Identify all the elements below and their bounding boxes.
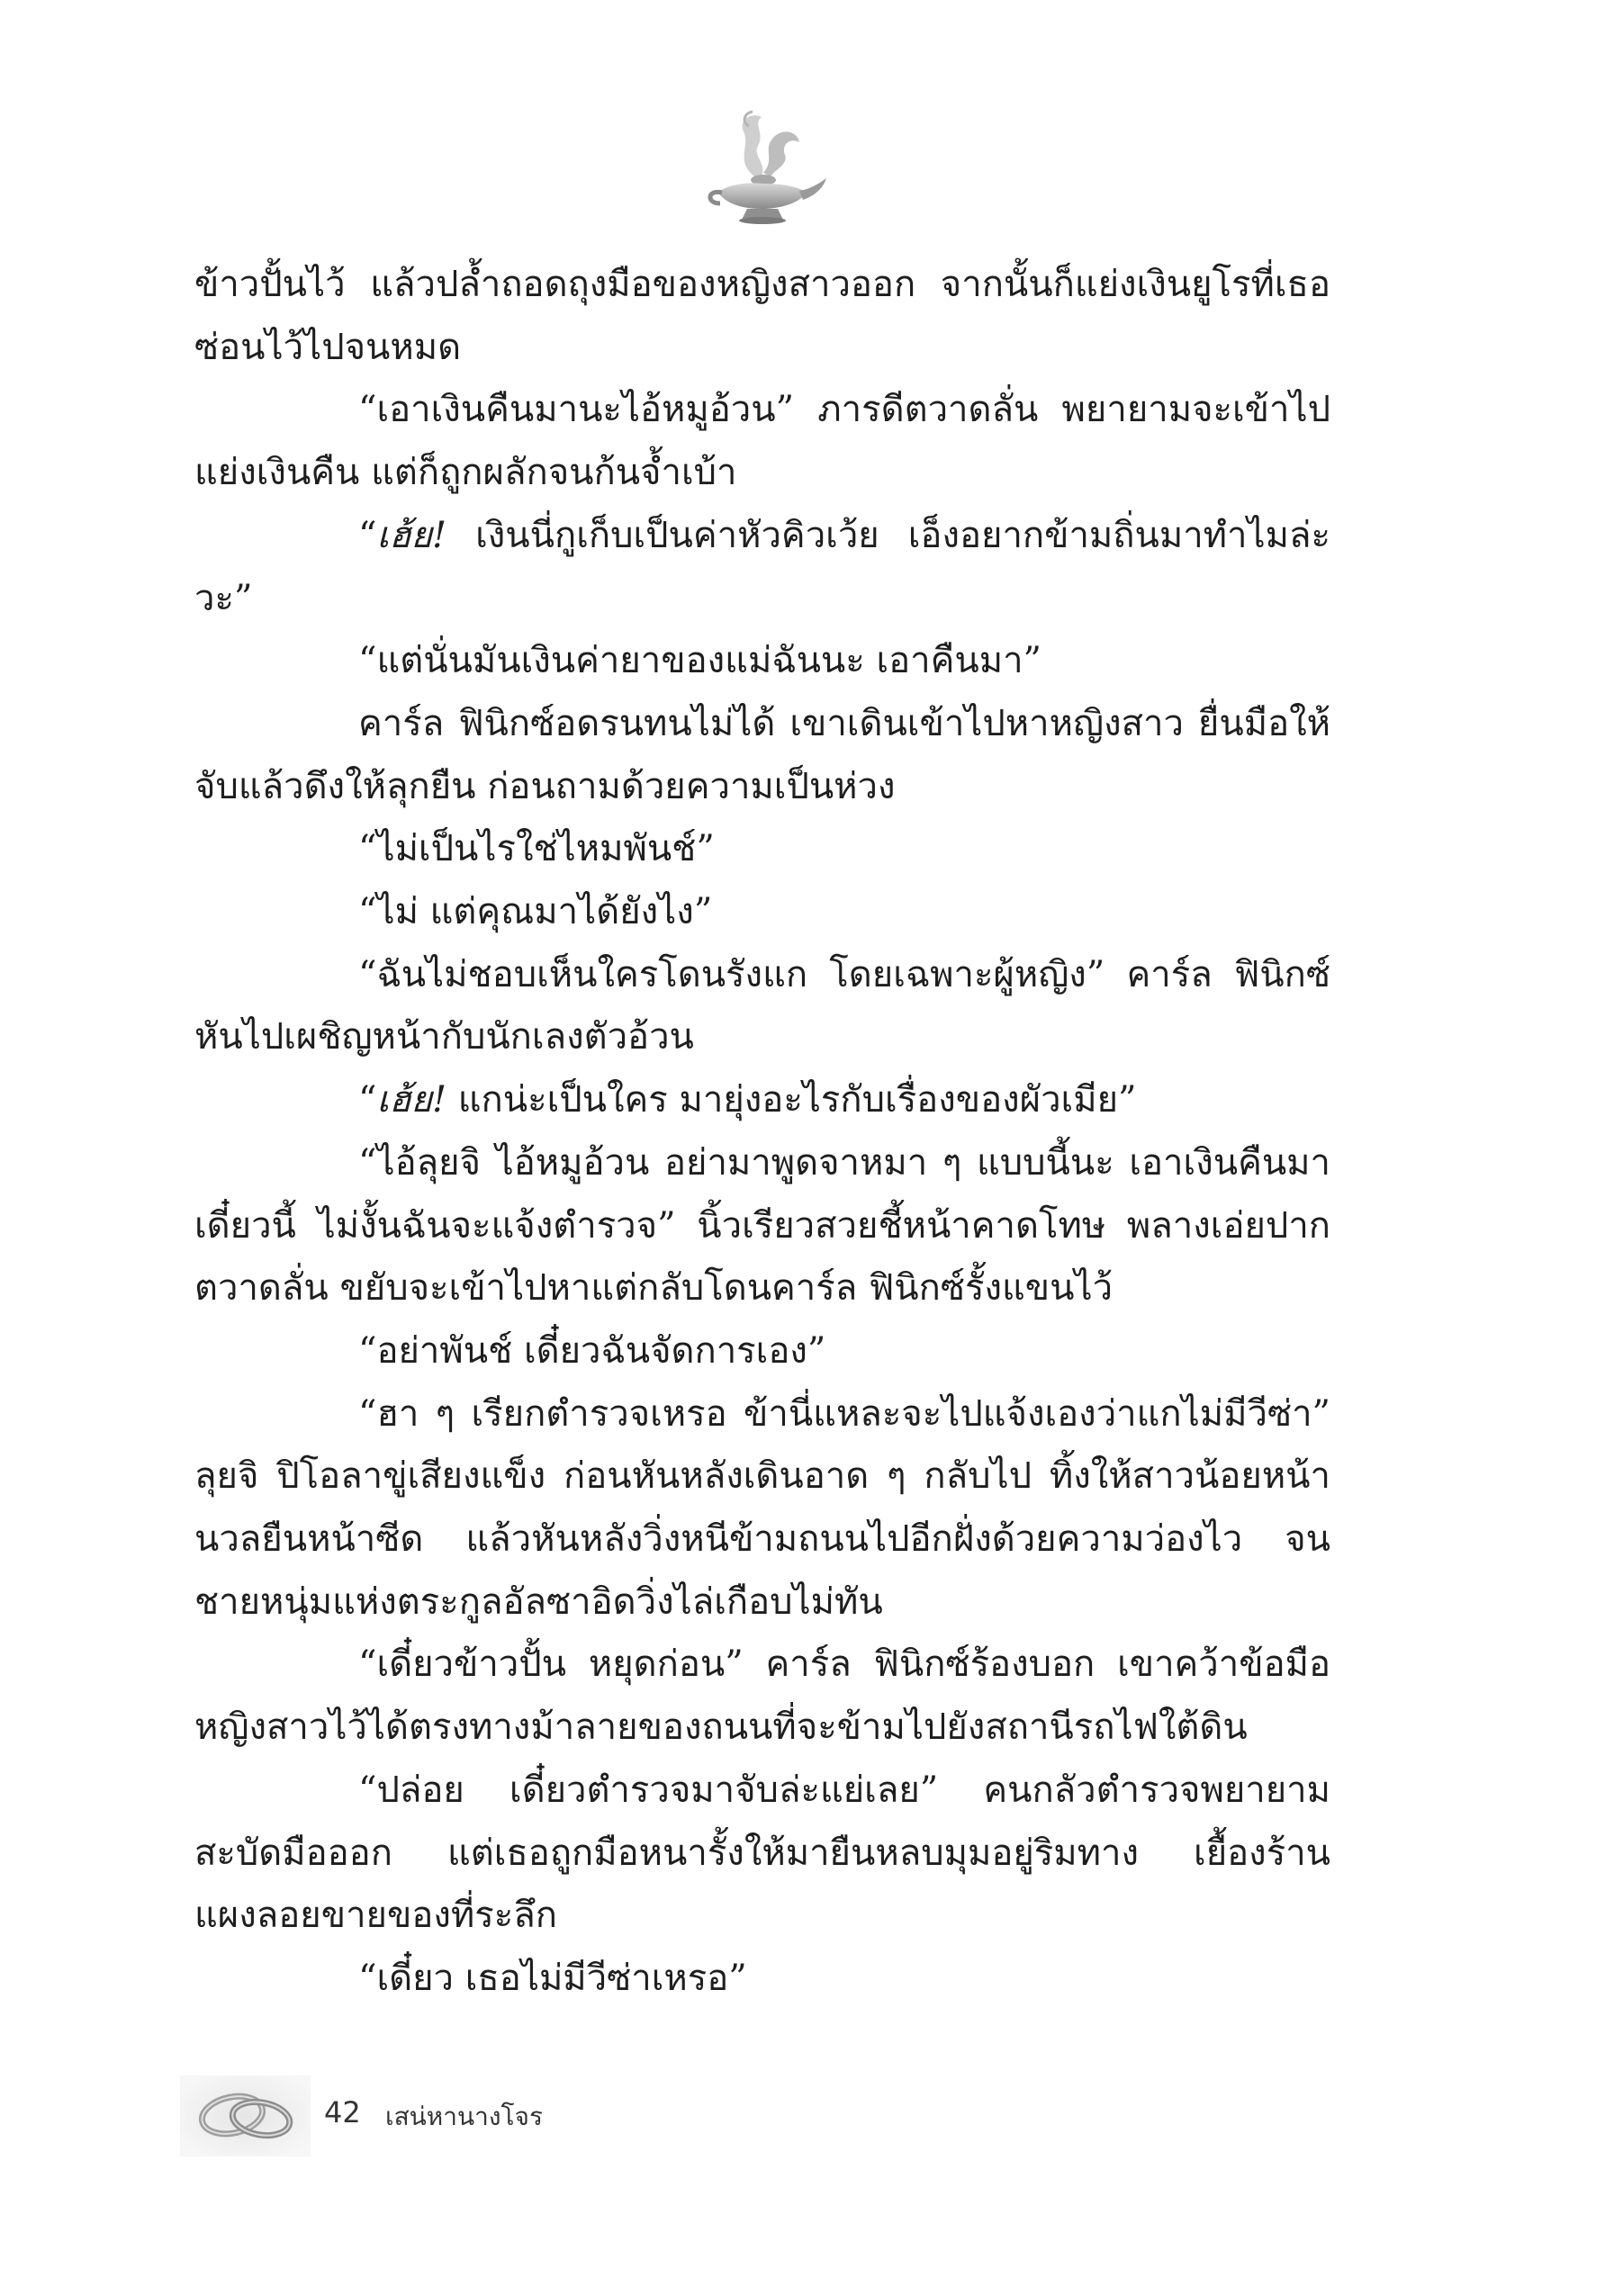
exclamation-italic: เฮ้ย! [376, 514, 447, 556]
paragraph [194, 1132, 1330, 1320]
paragraph [194, 1383, 1330, 1634]
text-run: ข้าวปั้นไว้ แล้วปล้ำถอดถุงมือของหญิงสาวออก จากนั้นก็แย่งเงินยูโรที่เธอซ่อนไว้ไปจนหมด [194, 264, 1330, 368]
text-run: เงินนี่กูเก็บเป็นค่าหัวคิวเว้ย เอ็งอยากข้ามถิ่นมาทำไมล่ะวะ” [194, 514, 1330, 619]
text-run: “ [358, 514, 377, 556]
text-run: “แต่นั่นมันเงินค่ายาของแม่ฉันนะ เอาคืนมา” [358, 640, 1041, 682]
text-run: “อย่าพันช์ เดี๋ยวฉันจัดการเอง” [358, 1329, 826, 1372]
body-text [194, 254, 1330, 2011]
magic-lamp-icon [699, 106, 834, 232]
exclamation-italic: เฮ้ย! [376, 1079, 447, 1121]
paragraph [194, 379, 1330, 504]
text-run: “ไม่เป็นไรใช่ไหมพันช์” [358, 828, 715, 870]
text-run: “ฮา ๆ เรียกตำรวจเหรอ ข้านี่แหละจะไปแจ้งเองว่าแกไม่มีวีซ่า” ลุยจิ ปิโอลาขู่เสียงแข็ง ก่อนหันหลังเดินอาด ๆ กลับไป ทิ้งให้สาวน้อยหน้านวลยืนหน้าซีด แล้วหันหลังวิ่งหนีข้ามถนนไปอีกฝั่งด้วยความว่องไว จนชายหนุ่มแห่งตระกูลอัลซาอิดวิ่งไล่เกือบไม่ทัน [194, 1392, 1330, 1623]
text-run: “ไอ้ลุยจิ ไอ้หมูอ้วน อย่ามาพูดจาหมา ๆ แบบนี้นะ เอาเงินคืนมาเดี๋ยวนี้ ไม่งั้นฉันจะแจ้งตำรวจ” นิ้วเรียวสวยชี้หน้าคาดโทษ พลางเอ่ยปากตวาดลั่น ขยับจะเข้าไปหาแต่กลับโดนคาร์ล ฟินิกซ์รั้งแขนไว้ [194, 1141, 1330, 1310]
paragraph [194, 1069, 1330, 1132]
text-run: “เอาเงินคืนมานะไอ้หมูอ้วน” ภารดีตวาดลั่น พยายามจะเข้าไปแย่งเงินคืน แต่ก็ถูกผลักจนก้นจ้ำเบ้า [194, 389, 1330, 494]
text-run: “ฉันไม่ชอบเห็นใครโดนรังแก โดยเฉพาะผู้หญิง” คาร์ล ฟินิกซ์หันไปเผชิญหน้ากับนักเลงตัวอ้วน [194, 953, 1330, 1058]
text-run: “ไม่ แต่คุณมาได้ยังไง” [358, 891, 713, 933]
page-number: 42 [324, 2095, 361, 2129]
paragraph [194, 693, 1330, 818]
paragraph [194, 630, 1330, 693]
paragraph [194, 1320, 1330, 1383]
text-run: “ [358, 1079, 377, 1121]
paragraph [194, 1760, 1330, 1948]
paragraph [194, 818, 1330, 881]
paragraph [194, 1948, 1330, 2011]
text-run: “เดี๋ยวข้าวปั้น หยุดก่อน” คาร์ล ฟินิกซ์ร้องบอก เขาคว้าข้อมือหญิงสาวไว้ได้ตรงทางม้าลายของถนนที่จะข้ามไปยังสถานีรถไฟใต้ดิน [194, 1643, 1330, 1749]
book-title: เสน่หานางโจร [385, 2102, 543, 2131]
text-run: “เดี๋ยว เธอไม่มีวีซ่าเหรอ” [358, 1957, 747, 1999]
page-footer [180, 2075, 720, 2156]
paragraph [194, 881, 1330, 944]
text-run: คาร์ล ฟินิกซ์อดรนทนไม่ได้ เขาเดินเข้าไปหาหญิงสาว ยื่นมือให้จับแล้วดึงให้ลุกยืน ก่อนถามด้วยความเป็นห่วง [194, 702, 1330, 807]
text-run: แกน่ะเป็นใคร มายุ่งอะไรกับเรื่องของผัวเมีย” [446, 1079, 1137, 1121]
paragraph [194, 505, 1330, 630]
paragraph [194, 944, 1330, 1069]
paragraph [194, 254, 1330, 379]
wedding-rings-icon [180, 2075, 311, 2156]
text-run: “ปล่อย เดี๋ยวตำรวจมาจับล่ะแย่เลย” คนกลัวตำรวจพยายามสะบัดมือออก แต่เธอถูกมือหนารั้งให้มายืนหลบมุมอยู่ริมทาง เยื้องร้านแผงลอยขายของที่ระลึก [194, 1769, 1330, 1937]
paragraph [194, 1634, 1330, 1759]
